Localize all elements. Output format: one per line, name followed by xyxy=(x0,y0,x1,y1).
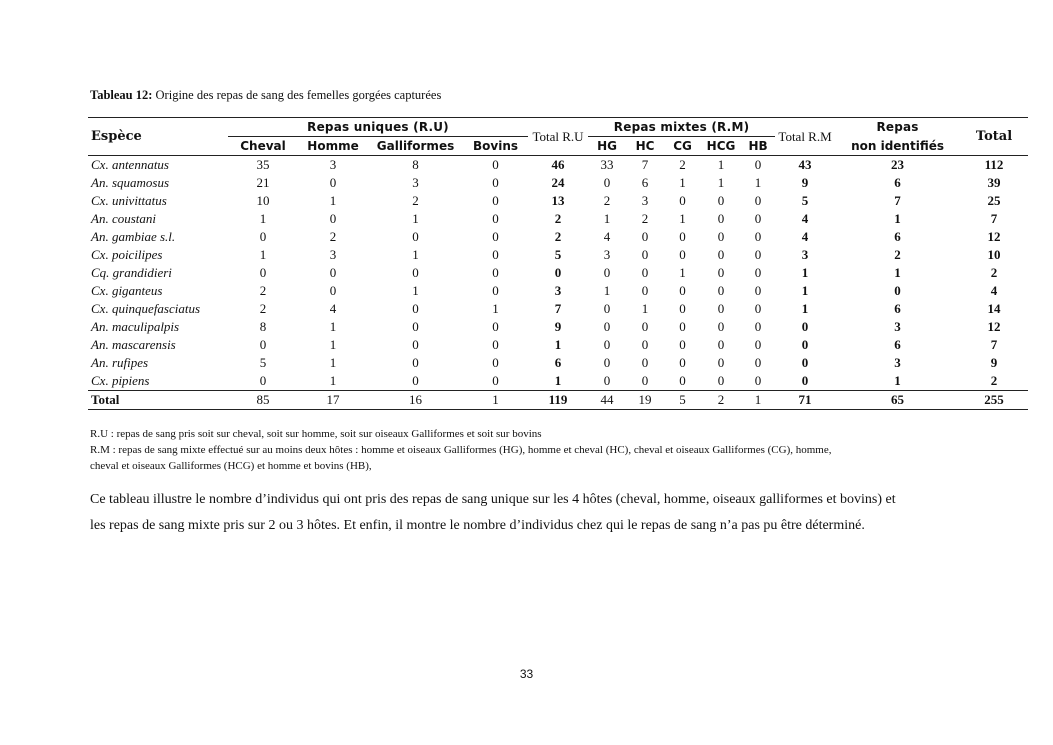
total-cell: 25 xyxy=(987,193,1001,208)
hg-cell: 33 xyxy=(600,157,614,172)
cheval-cell: 35 xyxy=(256,157,270,172)
hg-cell: 0 xyxy=(603,175,611,190)
table-body xyxy=(88,156,1028,391)
total-total-ru: 119 xyxy=(528,391,588,410)
table-row xyxy=(88,282,1028,300)
total-cg: 5 xyxy=(664,391,701,410)
homme-cell: 0 xyxy=(329,283,337,298)
cheval-cell: 2 xyxy=(259,301,267,316)
galliformes-cell: 0 xyxy=(412,355,419,370)
header-total: Total xyxy=(960,118,1028,156)
header-bovins: Bovins xyxy=(463,137,528,156)
cg-cell: 0 xyxy=(679,373,686,388)
cheval-cell: 10 xyxy=(256,193,270,208)
galliformes-cell: 0 xyxy=(412,301,419,316)
cg-cell: 1 xyxy=(679,265,686,280)
galliformes-cell: 0 xyxy=(412,229,419,244)
cheval-cell: 0 xyxy=(259,373,267,388)
hc-cell: 3 xyxy=(641,193,649,208)
hg-cell: 4 xyxy=(603,229,611,244)
total-ru-cell: 1 xyxy=(554,337,562,352)
hb-cell: 0 xyxy=(754,193,762,208)
species-cell: Cx. quinquefasciatus xyxy=(91,301,201,316)
note-rm-cont: cheval et oiseaux Galliformes (HCG) et homme et bovins (HB), xyxy=(90,460,372,472)
bovins-cell: 0 xyxy=(492,193,499,208)
total-ru-cell: 6 xyxy=(554,355,562,370)
hg-cell: 1 xyxy=(603,211,611,226)
hcg-cell: 0 xyxy=(717,283,725,298)
total-hc: 19 xyxy=(626,391,664,410)
hcg-cell: 0 xyxy=(717,229,725,244)
galliformes-cell: 0 xyxy=(412,319,419,334)
total-bovins: 1 xyxy=(463,391,528,410)
galliformes-cell: 2 xyxy=(412,193,419,208)
homme-cell: 1 xyxy=(329,355,337,370)
cheval-cell: 0 xyxy=(259,265,267,280)
total-ru-cell: 5 xyxy=(554,247,562,262)
header-rm-group: Repas mixtes (R.M) xyxy=(588,118,775,137)
hb-cell: 0 xyxy=(754,373,762,388)
cg-cell: 0 xyxy=(679,355,686,370)
non-identified-cell: 1 xyxy=(894,265,901,280)
hb-cell: 0 xyxy=(754,355,762,370)
cheval-cell: 8 xyxy=(259,319,267,334)
homme-cell: 3 xyxy=(329,247,337,262)
hb-cell: 0 xyxy=(754,211,762,226)
total-rm-cell: 4 xyxy=(801,211,809,226)
header-hb: HB xyxy=(741,137,775,156)
total-rm-cell: 4 xyxy=(801,229,809,244)
non-identified-cell: 23 xyxy=(891,157,905,172)
total-row-label: Total xyxy=(88,391,228,410)
non-identified-cell: 1 xyxy=(894,211,901,226)
hb-cell: 0 xyxy=(754,247,762,262)
species-cell: Cx. antennatus xyxy=(91,157,169,172)
hc-cell: 2 xyxy=(641,211,649,226)
galliformes-cell: 3 xyxy=(412,175,419,190)
hg-cell: 1 xyxy=(603,283,611,298)
homme-cell: 0 xyxy=(329,175,337,190)
total-hcg: 2 xyxy=(701,391,741,410)
cheval-cell: 1 xyxy=(259,247,267,262)
hcg-cell: 1 xyxy=(717,157,725,172)
total-cell: 12 xyxy=(987,319,1001,334)
non-identified-cell: 6 xyxy=(894,229,901,244)
hc-cell: 0 xyxy=(641,319,649,334)
body-paragraph xyxy=(90,487,970,539)
total-rm-cell: 1 xyxy=(801,301,809,316)
hcg-cell: 0 xyxy=(717,265,725,280)
total-rm-cell: 0 xyxy=(801,373,809,388)
total-ni: 65 xyxy=(835,391,960,410)
total-cheval: 85 xyxy=(228,391,298,410)
non-identified-cell: 7 xyxy=(894,193,901,208)
species-cell: An. rufipes xyxy=(91,355,149,370)
header-homme: Homme xyxy=(298,137,368,156)
table-row xyxy=(88,156,1028,175)
total-cell: 2 xyxy=(990,373,998,388)
hb-cell: 0 xyxy=(754,265,762,280)
header-cheval: Cheval xyxy=(228,137,298,156)
cheval-cell: 2 xyxy=(259,283,267,298)
species-cell: An. maculipalpis xyxy=(91,319,180,334)
note-ru: R.U : repas de sang pris soit sur cheval, soit sur homme, soit sur oiseaux Galliformes et soit sur bovins xyxy=(90,428,542,440)
total-cell: 12 xyxy=(987,229,1001,244)
total-homme: 17 xyxy=(298,391,368,410)
hg-cell: 0 xyxy=(603,355,611,370)
hb-cell: 0 xyxy=(754,157,762,172)
hcg-cell: 0 xyxy=(717,337,725,352)
hb-cell: 0 xyxy=(754,319,762,334)
header-species: Espèce xyxy=(88,118,228,156)
total-rm-cell: 0 xyxy=(801,319,809,334)
species-cell: An. coustani xyxy=(91,211,156,226)
hcg-cell: 0 xyxy=(717,319,725,334)
non-identified-cell: 6 xyxy=(894,337,901,352)
species-cell: Cx. poicilipes xyxy=(91,247,163,262)
bovins-cell: 0 xyxy=(492,337,499,352)
table-row xyxy=(88,192,1028,210)
homme-cell: 4 xyxy=(329,301,337,316)
header-total-ru: Total R.U xyxy=(528,118,588,156)
total-galliformes: 16 xyxy=(368,391,463,410)
cg-cell: 0 xyxy=(679,247,686,262)
hc-cell: 0 xyxy=(641,337,649,352)
total-rm-cell: 1 xyxy=(801,283,809,298)
bovins-cell: 0 xyxy=(492,265,499,280)
total-rm-cell: 1 xyxy=(801,265,809,280)
bovins-cell: 0 xyxy=(492,229,499,244)
total-ru-cell: 2 xyxy=(554,211,562,226)
hg-cell: 0 xyxy=(603,265,611,280)
hc-cell: 0 xyxy=(641,355,649,370)
total-cell: 2 xyxy=(990,265,998,280)
hc-cell: 1 xyxy=(641,301,649,316)
non-identified-cell: 2 xyxy=(894,247,901,262)
species-cell: Cx. giganteus xyxy=(91,283,163,298)
note-rm: R.M : repas de sang mixte effectué sur au moins deux hôtes : homme et oiseaux Galliformes (HG), homme et cheval (HC), cheval et oiseaux Galliformes (CG), homme, xyxy=(90,444,832,456)
hg-cell: 3 xyxy=(603,247,611,262)
total-ru-cell: 9 xyxy=(554,319,562,334)
hcg-cell: 0 xyxy=(717,301,725,316)
bovins-cell: 1 xyxy=(492,301,499,316)
blood-meal-table xyxy=(88,117,1028,410)
total-ru-cell: 7 xyxy=(554,301,562,316)
galliformes-cell: 0 xyxy=(412,265,419,280)
hb-cell: 1 xyxy=(754,175,762,190)
homme-cell: 2 xyxy=(329,229,337,244)
total-ru-cell: 46 xyxy=(551,157,565,172)
table-row xyxy=(88,336,1028,354)
total-rm-cell: 0 xyxy=(801,337,809,352)
header-total-rm: Total R.M xyxy=(775,118,835,156)
cg-cell: 2 xyxy=(679,157,686,172)
species-cell: Cq. grandidieri xyxy=(91,265,172,280)
bovins-cell: 0 xyxy=(492,157,499,172)
table-notes xyxy=(90,426,950,474)
hcg-cell: 0 xyxy=(717,211,725,226)
bovins-cell: 0 xyxy=(492,247,499,262)
table-row xyxy=(88,372,1028,391)
cg-cell: 0 xyxy=(679,301,686,316)
total-hb: 1 xyxy=(741,391,775,410)
cg-cell: 1 xyxy=(679,211,686,226)
non-identified-cell: 3 xyxy=(894,355,901,370)
species-cell: An. gambiae s.l. xyxy=(91,229,176,244)
hg-cell: 2 xyxy=(603,193,611,208)
total-cell: 7 xyxy=(990,337,998,352)
total-ru-cell: 2 xyxy=(554,229,562,244)
blood-meal-table-container xyxy=(88,117,1028,410)
table-row xyxy=(88,210,1028,228)
total-rm-cell: 0 xyxy=(801,355,809,370)
galliformes-cell: 0 xyxy=(412,373,419,388)
bovins-cell: 0 xyxy=(492,283,499,298)
hb-cell: 0 xyxy=(754,283,762,298)
cg-cell: 1 xyxy=(679,175,686,190)
homme-cell: 0 xyxy=(329,211,337,226)
total-cell: 4 xyxy=(990,283,998,298)
table-row xyxy=(88,318,1028,336)
total-rm-cell: 9 xyxy=(801,175,809,190)
hc-cell: 7 xyxy=(641,157,649,172)
header-galliformes: Galliformes xyxy=(368,137,463,156)
hg-cell: 0 xyxy=(603,301,611,316)
hg-cell: 0 xyxy=(603,373,611,388)
caption-text: Origine des repas de sang des femelles gorgées capturées xyxy=(152,88,442,102)
hb-cell: 0 xyxy=(754,229,762,244)
non-identified-cell: 3 xyxy=(894,319,901,334)
hc-cell: 6 xyxy=(641,175,649,190)
table-row xyxy=(88,264,1028,282)
hc-cell: 0 xyxy=(641,229,649,244)
cg-cell: 0 xyxy=(679,319,686,334)
paragraph-line-2: les repas de sang mixte pris sur 2 ou 3 hôtes. Et enfin, il montre le nombre d’individus chez qui le repas de sang n’a pas pu être déterminé. xyxy=(90,518,865,533)
cg-cell: 0 xyxy=(679,229,686,244)
total-rm-cell: 43 xyxy=(798,157,812,172)
header-hc: HC xyxy=(626,137,664,156)
bovins-cell: 0 xyxy=(492,373,499,388)
header-hcg: HCG xyxy=(701,137,741,156)
total-hg: 44 xyxy=(588,391,626,410)
bovins-cell: 0 xyxy=(492,175,499,190)
total-cell: 10 xyxy=(987,247,1001,262)
hcg-cell: 0 xyxy=(717,355,725,370)
cg-cell: 0 xyxy=(679,193,686,208)
non-identified-cell: 0 xyxy=(894,283,901,298)
galliformes-cell: 0 xyxy=(412,337,419,352)
total-ru-cell: 3 xyxy=(554,283,562,298)
total-cell: 9 xyxy=(990,355,998,370)
hc-cell: 0 xyxy=(641,373,649,388)
table-row xyxy=(88,228,1028,246)
page-number: 33 xyxy=(519,667,534,681)
total-cell: 7 xyxy=(990,211,998,226)
header-hg: HG xyxy=(588,137,626,156)
homme-cell: 3 xyxy=(329,157,337,172)
header-ni-line1: Repas xyxy=(835,118,960,137)
hcg-cell: 0 xyxy=(717,247,725,262)
hcg-cell: 0 xyxy=(717,193,725,208)
caption-label: Tableau 12: xyxy=(90,88,153,102)
homme-cell: 1 xyxy=(329,193,337,208)
total-total-rm: 71 xyxy=(775,391,835,410)
cheval-cell: 21 xyxy=(256,175,270,190)
galliformes-cell: 1 xyxy=(412,211,419,226)
bovins-cell: 0 xyxy=(492,319,499,334)
hb-cell: 0 xyxy=(754,337,762,352)
hcg-cell: 0 xyxy=(717,373,725,388)
hc-cell: 0 xyxy=(641,265,649,280)
total-rm-cell: 3 xyxy=(801,247,809,262)
cheval-cell: 1 xyxy=(259,211,267,226)
table-caption xyxy=(90,88,441,103)
galliformes-cell: 8 xyxy=(412,157,419,172)
galliformes-cell: 1 xyxy=(412,283,419,298)
total-ru-cell: 24 xyxy=(551,175,565,190)
non-identified-cell: 6 xyxy=(894,175,901,190)
hb-cell: 0 xyxy=(754,301,762,316)
table-row xyxy=(88,246,1028,264)
hc-cell: 0 xyxy=(641,247,649,262)
hc-cell: 0 xyxy=(641,283,649,298)
bovins-cell: 0 xyxy=(492,211,499,226)
header-ru-group: Repas uniques (R.U) xyxy=(228,118,528,137)
total-ru-cell: 0 xyxy=(554,265,562,280)
bovins-cell: 0 xyxy=(492,355,499,370)
paragraph-line-1: Ce tableau illustre le nombre d’individus qui ont pris des repas de sang unique sur les 4 hôtes (cheval, homme, oiseaux galliformes et bovins) et xyxy=(90,492,896,507)
non-identified-cell: 1 xyxy=(894,373,901,388)
homme-cell: 1 xyxy=(329,373,337,388)
cheval-cell: 5 xyxy=(259,355,267,370)
table-row xyxy=(88,174,1028,192)
cg-cell: 0 xyxy=(679,337,686,352)
total-cell: 14 xyxy=(987,301,1001,316)
total-ru-cell: 1 xyxy=(554,373,562,388)
total-cell: 112 xyxy=(984,157,1004,172)
cheval-cell: 0 xyxy=(259,229,267,244)
hg-cell: 0 xyxy=(603,337,611,352)
non-identified-cell: 6 xyxy=(894,301,901,316)
table-row xyxy=(88,354,1028,372)
total-cell: 39 xyxy=(987,175,1001,190)
cheval-cell: 0 xyxy=(259,337,267,352)
total-row xyxy=(88,391,1028,410)
header-cg: CG xyxy=(664,137,701,156)
species-cell: An. mascarensis xyxy=(91,337,176,352)
galliformes-cell: 1 xyxy=(412,247,419,262)
header-ni-line2: non identifiés xyxy=(835,137,960,156)
homme-cell: 0 xyxy=(329,265,337,280)
total-grand: 255 xyxy=(960,391,1028,410)
species-cell: Cx. univittatus xyxy=(91,193,167,208)
total-ru-cell: 13 xyxy=(551,193,565,208)
species-cell: Cx. pipiens xyxy=(91,373,150,388)
hcg-cell: 1 xyxy=(717,175,725,190)
total-rm-cell: 5 xyxy=(801,193,809,208)
cg-cell: 0 xyxy=(679,283,686,298)
species-cell: An. squamosus xyxy=(91,175,170,190)
hg-cell: 0 xyxy=(603,319,611,334)
table-row xyxy=(88,300,1028,318)
homme-cell: 1 xyxy=(329,337,337,352)
homme-cell: 1 xyxy=(329,319,337,334)
